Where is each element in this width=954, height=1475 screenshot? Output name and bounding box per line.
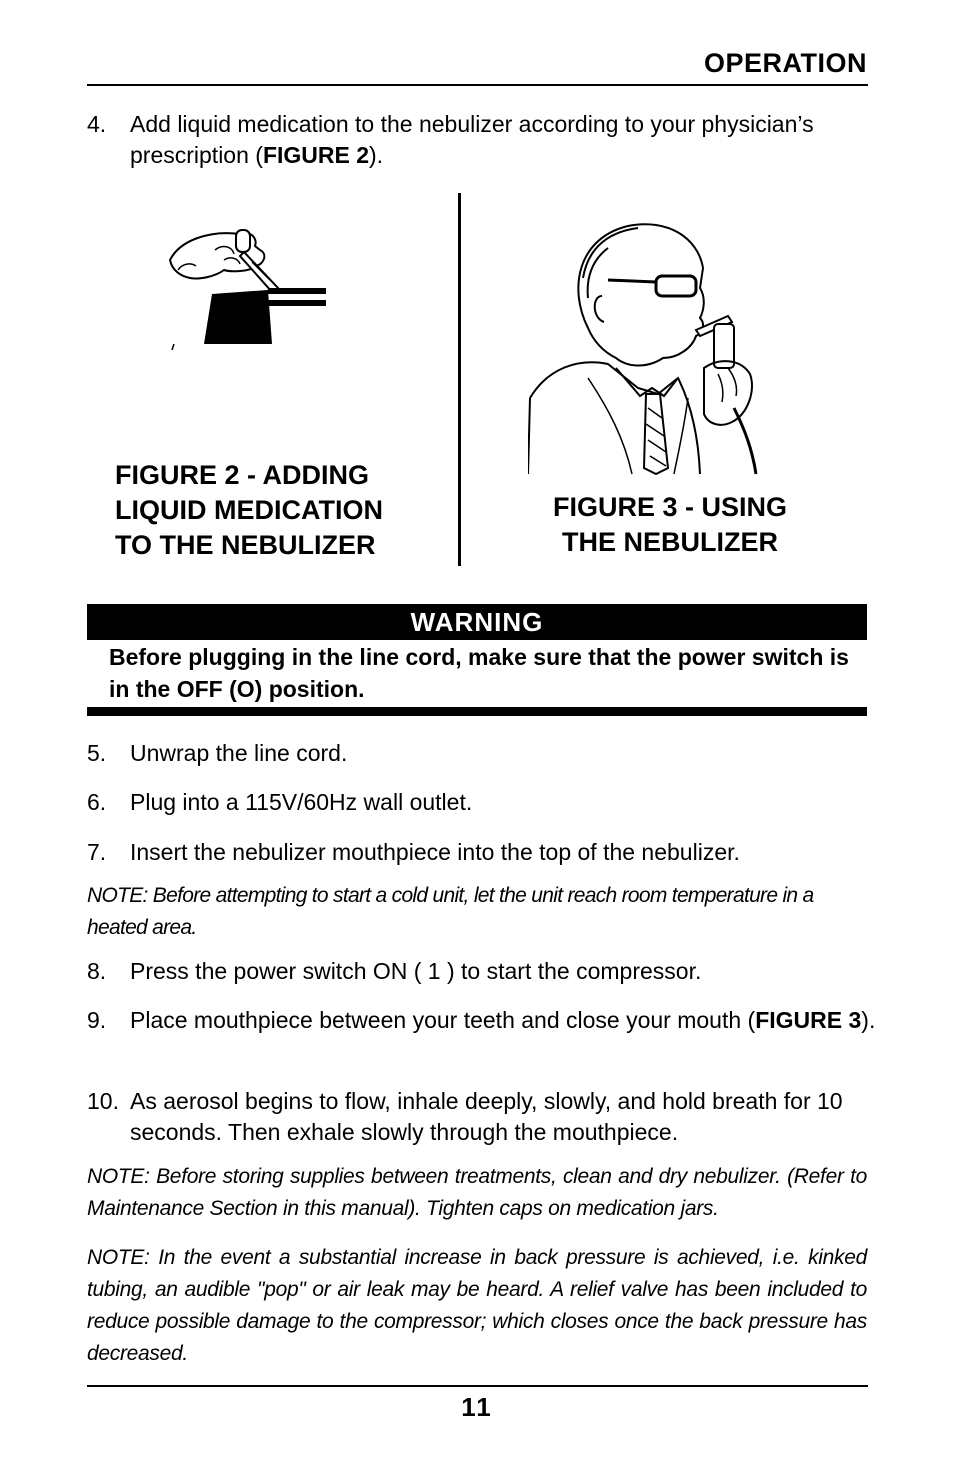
note-storing: NOTE: Before storing supplies between treatments, clean and dry nebulizer. (Refer to Maintenance Section in this manual). Tighten caps on medication jars. bbox=[87, 1165, 867, 1220]
note-cold-unit: NOTE: Before attempting to start a cold unit, let the unit reach room temperature in a heated area. bbox=[87, 884, 814, 939]
caption-line: TO THE NEBULIZER bbox=[115, 530, 376, 560]
header-rule bbox=[87, 84, 868, 86]
tubing bbox=[734, 408, 756, 474]
step-5 bbox=[87, 738, 877, 769]
hair bbox=[583, 228, 638, 298]
figure-2-caption bbox=[115, 458, 455, 563]
step-number: 7. bbox=[87, 839, 107, 865]
hand-fingers bbox=[178, 247, 240, 270]
nebulizer-cup bbox=[204, 290, 272, 344]
figure-3-illustration bbox=[528, 218, 788, 478]
step-7 bbox=[87, 837, 877, 868]
caption-line: LIQUID MEDICATION bbox=[115, 495, 383, 525]
caption-line: FIGURE 3 - USING bbox=[552, 492, 788, 522]
step-text-b: ). bbox=[369, 142, 384, 168]
ear bbox=[595, 296, 604, 322]
figure-ref: FIGURE 3 bbox=[755, 1007, 862, 1033]
page-number: 11 bbox=[461, 1392, 493, 1422]
figure-divider bbox=[458, 193, 461, 566]
step-4 bbox=[87, 109, 877, 171]
figure-2-illustration bbox=[160, 220, 340, 360]
glasses-arm bbox=[608, 280, 656, 282]
caption-line: FIGURE 2 - ADDING bbox=[115, 460, 370, 490]
section-title: OPERATION bbox=[703, 48, 867, 78]
shirt-collar bbox=[616, 368, 678, 396]
step-number: 10. bbox=[87, 1088, 119, 1114]
warning-title: WARNING bbox=[87, 604, 867, 640]
hand bbox=[704, 361, 752, 425]
step-10 bbox=[87, 1086, 877, 1148]
step-number: 8. bbox=[87, 958, 107, 984]
step-number: 6. bbox=[87, 789, 107, 815]
step-text: Insert the nebulizer mouthpiece into the top of the nebulizer. bbox=[130, 839, 740, 865]
step-text-b: ). bbox=[861, 1007, 876, 1033]
note-back-pressure: NOTE: In the event a substantial increase in back pressure is achieved, i.e. kinked tubing, an audible "pop" or air leak may be heard. A relief valve has been included to reduce possible damage to the compressor; which closes once the back pressure has decreased. bbox=[87, 1246, 867, 1365]
suit-outline bbox=[528, 362, 700, 474]
dropper-bulb bbox=[236, 230, 250, 252]
figure-ref: FIGURE 2 bbox=[262, 142, 370, 168]
nebulizer-pipe bbox=[268, 288, 326, 294]
dropper-tube bbox=[240, 252, 278, 292]
tie bbox=[644, 394, 668, 474]
step-number: 4. bbox=[87, 111, 107, 137]
step-text-a: Place mouthpiece between your teeth and close your mouth ( bbox=[130, 1007, 756, 1033]
step-text bbox=[130, 109, 877, 171]
step-number: 9. bbox=[87, 1007, 107, 1033]
glasses-lens bbox=[656, 276, 696, 296]
warning-bottom-rule bbox=[87, 707, 867, 716]
caption-line: THE NEBULIZER bbox=[562, 527, 778, 557]
figure-3-caption bbox=[520, 490, 820, 560]
step-9 bbox=[87, 1005, 877, 1036]
step-8 bbox=[87, 956, 877, 987]
step-text: Unwrap the line cord. bbox=[130, 740, 348, 766]
step-text bbox=[130, 1005, 877, 1036]
step-text: Plug into a 115V/60Hz wall outlet. bbox=[130, 789, 473, 815]
step-6 bbox=[87, 787, 877, 818]
step-number: 5. bbox=[87, 740, 107, 766]
warning-text: Before plugging in the line cord, make sure that the power switch is in the OFF (O) position. bbox=[109, 644, 849, 702]
footer-rule bbox=[87, 1385, 868, 1387]
step-text: Press the power switch ON ( 1 ) to start the compressor. bbox=[130, 958, 702, 984]
step-text-a: Add liquid medication to the nebulizer according to your physician’s prescription ( bbox=[130, 111, 814, 168]
step-text: As aerosol begins to flow, inhale deeply, slowly, and hold breath for 10 seconds. Then exhale slowly through the mouthpiece. bbox=[130, 1088, 843, 1145]
